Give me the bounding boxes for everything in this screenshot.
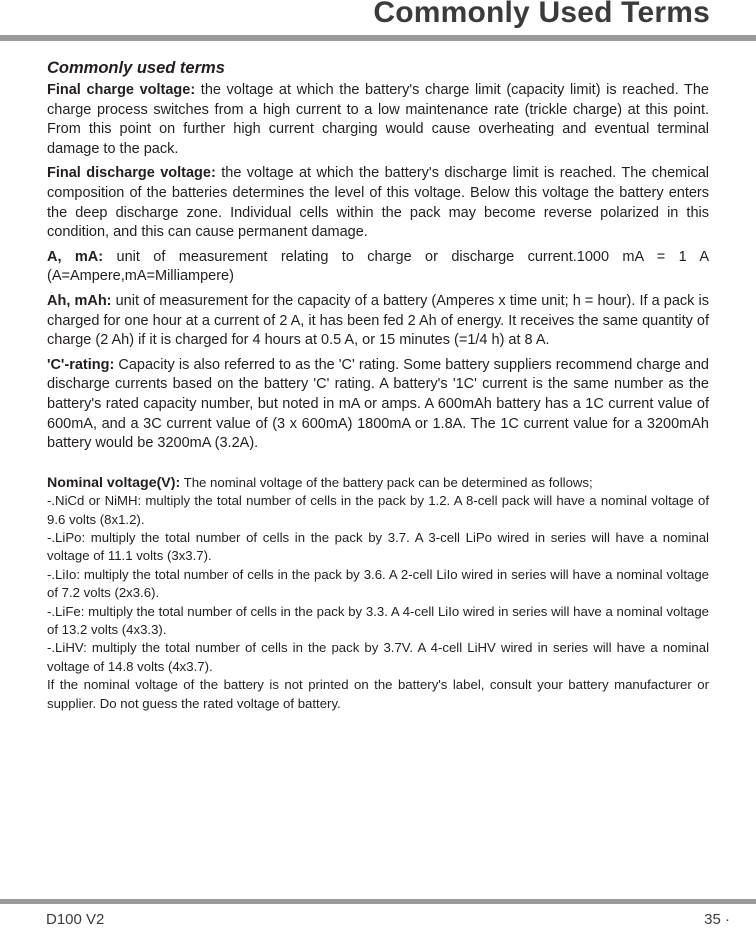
term-c-rating (47, 356, 709, 454)
term-label: Nominal voltage(V): (47, 474, 181, 491)
nominal-line-liio: -.LiIo: multiply the total number of cells in the pack by 3.6. A 2-cell LiIo wired in series will have a nominal voltage of 7.2 volts (2x3.6). (47, 566, 709, 601)
term-definition: The nominal voltage of the battery pack can be determined as follows; (180, 474, 593, 490)
nominal-line-nicd: -.NiCd or NiMH: multiply the total number of cells in the pack by 1.2. A 8-cell pack will have a nominal voltage of 9.6 volts (8x1.2). (47, 493, 709, 527)
nominal-voltage-intro (47, 474, 709, 492)
page-number: 35 · (704, 911, 730, 928)
terms-content (47, 58, 709, 713)
footer-divider (0, 899, 756, 904)
term-definition: Capacity is also referred to as the 'C' rating. Some battery suppliers recommend charge and discharge currents based on the battery 'C' rating. A battery's '1C' current is the same number as the battery's rated capacity number, but noted in mA or amps. A 600mAh battery has a 1C current value of 600mA, and a 3C current value of (3 x 600mA) 1800mA or 1.8A. The 1C current value for a 3200mAh battery would be 3200mA (3.2A). (47, 356, 709, 452)
term-a-ma (47, 248, 709, 287)
term-label: 'C'-rating: (47, 356, 115, 373)
footer-model: D100 V2 (46, 911, 105, 928)
term-definition: unit of measurement for the capacity of a battery (Amperes x time unit; h = hour). If a pack is charged for one hour at a current of 2 A, it has been fed 2 Ah of energy. It receives the same quantity of charge (2 Ah) if it is charged for 4 hours at 0.5 A, or 15 minutes (=1/4 h) at 8 A. (47, 292, 709, 349)
header-divider (0, 35, 756, 41)
nominal-line-lipo: -.LiPo: multiply the total number of cells in the pack by 3.7. A 3-cell LiPo wired in series will have a nominal voltage of 11.1 volts (3x3.7). (47, 529, 709, 564)
term-final-charge-voltage (47, 81, 709, 159)
nominal-line-lihv: -.LiHV: multiply the total number of cells in the pack by 3.7V. A 4-cell LiHV wired in series will have a nominal voltage of 14.8 volts (4x3.7). (47, 640, 709, 674)
term-definition: the voltage at which the battery's charge limit (capacity limit) is reached. The charge process switches from a high current to a low maintenance rate (trickle charge) at this point. From this point on further high current charging would cause overheating and eventual terminal damage to the pack. (47, 82, 709, 157)
nominal-voltage-section (47, 474, 709, 713)
term-label: A, mA: (47, 248, 104, 265)
term-definition: the voltage at which the battery's discharge limit is reached. The chemical composition of the batteries determines the level of this voltage. Below this voltage the battery enters the deep discharge zone. Individual cells within the pack may become reverse polarized in this condition, and this can cause permanent damage. (47, 165, 709, 241)
nominal-line-note: If the nominal voltage of the battery is not printed on the battery's label, consult your battery manufacturer or supplier. Do not guess the rated voltage of battery. (47, 677, 709, 711)
term-label: Final charge voltage: (47, 82, 196, 98)
nominal-line-life: -.LiFe: multiply the total number of cells in the pack by 3.3. A 4-cell LiIo wired in series will have a nominal voltage of 13.2 volts (4x3.3). (47, 603, 709, 637)
term-ah-mah (47, 292, 709, 351)
term-definition: unit of measurement relating to charge or discharge current.1000 mA = 1 A (A=Ampere,mA=Milliampere) (47, 248, 709, 285)
term-final-discharge-voltage (47, 164, 709, 242)
term-label: Final discharge voltage: (47, 165, 216, 182)
section-title: Commonly used terms (47, 59, 225, 77)
page-header-title: Commonly Used Terms (373, 0, 710, 29)
term-label: Ah, mAh: (47, 292, 112, 309)
